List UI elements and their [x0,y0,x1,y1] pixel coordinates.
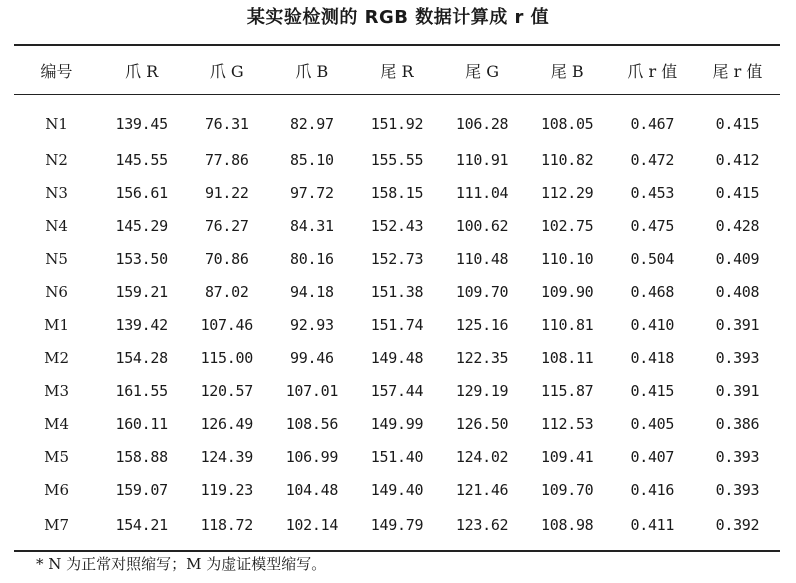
cell-tail-r: 149.99 [370,414,424,433]
cell-tail-b: 108.05 [541,115,594,133]
cell-claw-r-value: 0.405 [630,414,675,433]
table-row [14,143,780,176]
cell-tail-r: 151.92 [370,115,424,133]
cell-id: M7 [44,516,69,534]
cell-tail-g: 126.50 [455,414,509,433]
cell-claw-g: 76.31 [204,115,249,133]
cell-claw-r: 145.55 [115,150,168,169]
cell-id: M5 [44,447,69,466]
table-row [14,209,780,242]
cell-tail-r-value: 0.391 [715,315,760,334]
table-row [14,341,780,374]
table-row [14,407,780,440]
cell-claw-r-value: 0.416 [630,480,675,499]
cell-tail-r-value: 0.391 [715,381,760,400]
cell-claw-g: 107.46 [200,315,253,334]
cell-claw-r: 159.07 [115,480,168,499]
cell-claw-r-value: 0.467 [630,115,675,133]
cell-claw-g: 120.57 [200,381,253,400]
cell-tail-b: 102.75 [541,216,594,235]
cell-claw-b: 92.93 [290,315,334,334]
cell-claw-r: 160.11 [115,414,168,433]
header-claw-r-value: 爪 r 值 [627,61,678,81]
cell-claw-b: 80.16 [290,249,334,268]
cell-tail-b: 115.87 [541,381,594,400]
cell-claw-r-value: 0.475 [630,216,675,235]
cell-claw-r-value: 0.418 [630,348,675,367]
cell-tail-r-value: 0.408 [715,282,760,301]
cell-tail-g: 129.19 [455,381,509,400]
header-claw-b: 爪 B [295,61,329,81]
cell-claw-r-value: 0.407 [630,447,675,466]
cell-id: N5 [45,249,68,268]
cell-tail-r: 152.73 [370,249,424,268]
table-row [14,506,780,551]
cell-claw-b: 85.10 [290,150,334,169]
cell-claw-r-value: 0.468 [630,282,675,301]
cell-id: M6 [44,480,69,499]
header-claw-g: 爪 G [209,61,244,81]
cell-claw-r: 159.21 [115,282,168,301]
table-body [14,95,780,552]
cell-claw-b: 84.31 [290,216,334,235]
rgb-data-table [14,44,780,552]
header-tail-r-value: 尾 r 值 [712,61,763,81]
cell-claw-b: 97.72 [290,183,334,202]
cell-claw-r: 156.61 [115,183,168,202]
cell-tail-r: 151.74 [370,315,424,334]
cell-tail-g: 110.48 [455,249,509,268]
cell-tail-r-value: 0.392 [715,516,760,534]
cell-tail-r-value: 0.393 [715,348,760,367]
cell-tail-r-value: 0.393 [715,480,760,499]
cell-tail-b: 108.11 [541,348,594,367]
cell-claw-b: 94.18 [290,282,334,301]
cell-tail-b: 110.10 [541,249,594,268]
table-row [14,275,780,308]
header-tail-b: 尾 B [550,61,584,81]
cell-tail-g: 111.04 [455,183,509,202]
header-id: 编号 [40,61,73,81]
cell-tail-b: 110.82 [541,150,594,169]
cell-claw-g: 87.02 [204,282,249,301]
cell-claw-g: 124.39 [200,447,253,466]
cell-tail-r-value: 0.415 [715,115,760,133]
cell-tail-g: 122.35 [455,348,509,367]
cell-claw-g: 118.72 [200,516,253,534]
cell-tail-b: 109.41 [541,447,594,466]
table-header [14,45,780,95]
cell-tail-r: 158.15 [370,183,424,202]
header-tail-r: 尾 R [380,61,414,81]
cell-claw-g: 119.23 [200,480,253,499]
footnote: * N 为正常对照缩写；M 为虚证模型缩写。 [36,555,327,573]
cell-id: N4 [45,216,68,235]
cell-claw-r: 145.29 [115,216,168,235]
cell-claw-g: 76.27 [204,216,249,235]
cell-tail-r-value: 0.386 [715,414,760,433]
table-row [14,242,780,275]
table-title: 某实验检测的 RGB 数据计算成 r 值 [246,7,550,28]
cell-tail-r-value: 0.412 [715,150,760,169]
cell-tail-g: 125.16 [455,315,509,334]
header-row [14,45,780,95]
cell-tail-g: 109.70 [455,282,509,301]
cell-claw-r-value: 0.410 [630,315,675,334]
cell-tail-b: 108.98 [541,516,594,534]
cell-id: M4 [44,414,69,433]
cell-claw-b: 99.46 [290,348,334,367]
cell-claw-b: 108.56 [285,414,339,433]
cell-claw-r: 161.55 [115,381,168,400]
cell-tail-r: 149.48 [370,348,424,367]
cell-tail-r: 157.44 [370,381,424,400]
cell-claw-r-value: 0.411 [630,516,675,534]
cell-claw-r: 154.21 [115,516,168,534]
cell-claw-r: 154.28 [115,348,168,367]
cell-tail-r-value: 0.409 [715,249,760,268]
cell-claw-r: 153.50 [115,249,168,268]
cell-tail-g: 124.02 [455,447,509,466]
cell-tail-r-value: 0.393 [715,447,760,466]
cell-id: M2 [44,348,69,367]
table-row [14,308,780,341]
cell-tail-b: 110.81 [541,315,594,334]
cell-claw-b: 104.48 [285,480,339,499]
cell-claw-b: 102.14 [285,516,339,534]
cell-tail-r: 155.55 [370,150,424,169]
table-row [14,440,780,473]
cell-claw-g: 70.86 [204,249,249,268]
cell-tail-r: 151.38 [370,282,424,301]
cell-claw-r-value: 0.453 [630,183,675,202]
cell-claw-g: 126.49 [200,414,253,433]
cell-tail-g: 121.46 [455,480,509,499]
cell-claw-r-value: 0.504 [630,249,675,268]
cell-claw-r: 139.45 [115,115,168,133]
cell-id: M3 [44,381,69,400]
cell-tail-b: 109.90 [541,282,594,301]
cell-claw-r: 158.88 [115,447,168,466]
cell-claw-g: 77.86 [204,150,249,169]
cell-tail-g: 123.62 [455,516,509,534]
header-claw-r: 爪 R [125,61,159,81]
cell-claw-g: 115.00 [200,348,253,367]
cell-claw-b: 107.01 [285,381,339,400]
table-row [14,473,780,506]
cell-tail-g: 106.28 [455,115,509,133]
cell-id: N2 [45,150,68,169]
cell-tail-r: 152.43 [370,216,424,235]
cell-tail-b: 109.70 [541,480,594,499]
cell-tail-r-value: 0.415 [715,183,760,202]
cell-tail-r: 149.79 [370,516,424,534]
cell-claw-r-value: 0.472 [630,150,675,169]
cell-tail-r: 149.40 [370,480,424,499]
cell-claw-r: 139.42 [115,315,168,334]
cell-tail-r: 151.40 [370,447,424,466]
cell-tail-r-value: 0.428 [715,216,760,235]
header-tail-g: 尾 G [465,61,500,81]
cell-tail-b: 112.53 [541,414,594,433]
cell-claw-g: 91.22 [204,183,249,202]
cell-claw-b: 82.97 [290,115,334,133]
table-row [14,374,780,407]
cell-tail-b: 112.29 [541,183,594,202]
cell-id: N1 [45,115,68,133]
cell-id: N6 [45,282,68,301]
cell-id: N3 [45,183,68,202]
table-row [14,95,780,144]
data-table-container [14,44,780,552]
cell-claw-r-value: 0.415 [630,381,675,400]
table-row [14,176,780,209]
cell-tail-g: 110.91 [455,150,509,169]
cell-claw-b: 106.99 [285,447,339,466]
cell-tail-g: 100.62 [455,216,509,235]
cell-id: M1 [44,315,69,334]
